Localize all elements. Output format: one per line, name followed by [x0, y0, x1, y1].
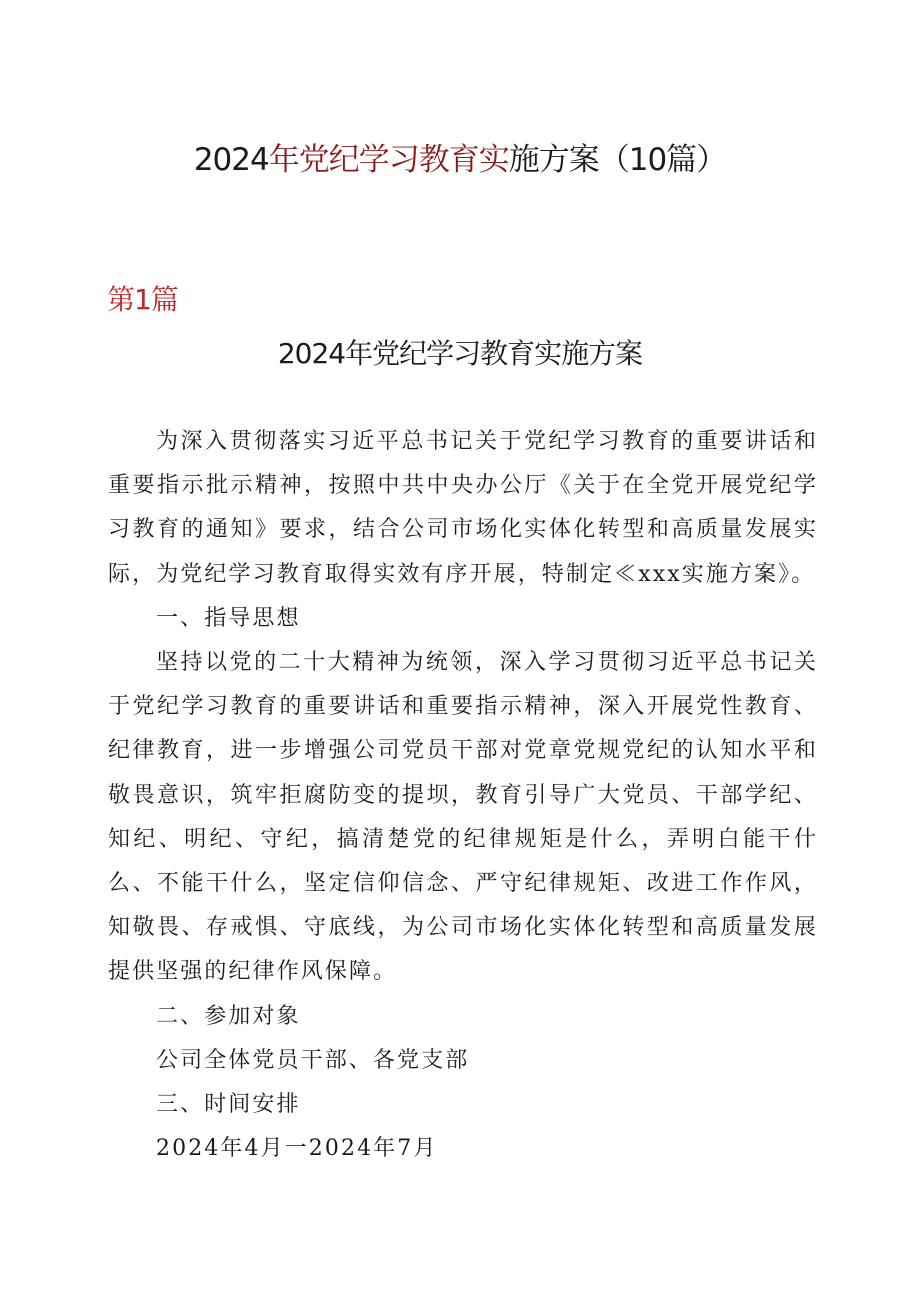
intro-paragraph: 为深入贯彻落实习近平总书记关于党纪学习教育的重要讲话和重要指示批示精神，按照中共中央办公厅《关于在全党开展党纪学习教育的通知》要求，结合公司市场化实体化转型和高质量发展实际，为党纪学习教育取得实效有序开展，特制定≪xxx实施方案》。 — [108, 429, 818, 587]
heading-schedule: 三、时间安排 — [156, 1092, 301, 1118]
heading-guiding-ideology: 一、指导思想 — [156, 605, 301, 631]
title-suffix: 施方案（10篇） — [508, 142, 727, 178]
guiding-ideology-paragraph: 坚持以党的二十大精神为统领，深入学习贯彻习近平总书记关于党纪学习教育的重要讲话和重要指示精神，深入开展党性教育、纪律教育，进一步增强公司党员干部对党章党规党纪的认知水平和敬畏意识，筑牢拒腐防变的提坝，教育引导广大党员、干部学纪、知纪、明纪、守纪，搞清楚党的纪律规矩是什么，弄明白能干什么、不能干什么，坚定信仰信念、严守纪律规矩、改进工作作风，知敬畏、存戒惧、守底线，为公司市场化实体化转型和高质量发展提供坚强的纪律作风保障。 — [108, 650, 818, 985]
title-accent: 年党纪学习教育实 — [268, 142, 509, 178]
title-prefix: 2024 — [193, 142, 269, 178]
participants-paragraph: 公司全体党员干部、各党支部 — [156, 1047, 470, 1073]
heading-participants: 二、参加对象 — [156, 1003, 301, 1029]
document-body — [108, 420, 818, 1171]
document-title — [0, 138, 920, 182]
section-title: 2024年党纪学习教育实施方案 — [277, 337, 643, 370]
chapter-label: 第1篇 — [107, 283, 178, 316]
schedule-paragraph: 2024年4月一2024年7月 — [156, 1136, 438, 1162]
